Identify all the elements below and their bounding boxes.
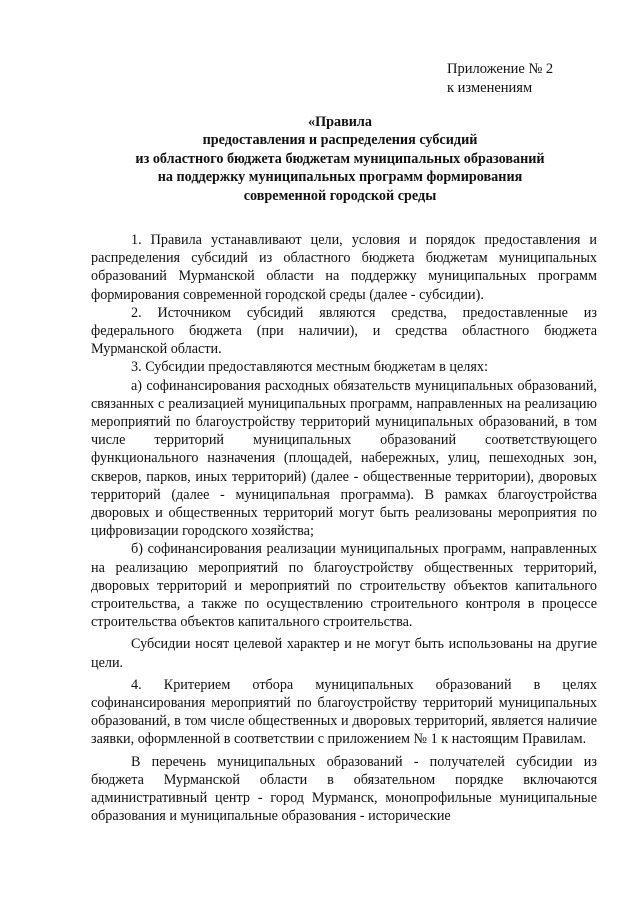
title-line: предоставления и распределения субсидий xyxy=(202,132,478,149)
paragraph-2: 2. Источником субсидий являются средства, предоставленные из федерального бюджета (при наличии), и средства областного бюджета Мурманской области. xyxy=(91,304,597,358)
appendix-reference: к изменениям xyxy=(447,80,533,96)
appendix-number: Приложение № 2 xyxy=(447,61,554,77)
appendix-note xyxy=(447,60,553,98)
title-line: на поддержку муниципальных программ формирования xyxy=(157,169,523,186)
paragraph-4: 4. Критерием отбора муниципальных образований в целях софинансирования мероприятий по благоустройству территорий муниципальных образований, в том числе общественных и дворовых территорий, является наличие заявки, оформленной в соответствии с приложением № 1 к настоящим Правилам. xyxy=(91,676,597,748)
title-line: из областного бюджета бюджетам муниципальных образований xyxy=(135,150,545,167)
paragraph-3b: б) софинансирования реализации муниципальных программ, направленных на реализацию мероприятий по благоустройству общественных территорий, дворовых территорий и мероприятий по строительству объектов капитального строительства, а также по осуществлению строительного контроля в процессе строительства объектов капитального строительства. xyxy=(91,541,597,631)
paragraph-3a: а) софинансирования расходных обязательств муниципальных образований, связанных с реализацией муниципальных программ, направленных на реализацию мероприятий по благоустройству территорий муниципальных образований, в том числе территорий муниципальных образований соответствующего функционального назначения (площадей, набережных, улиц, пешеходных зон, скверов, парков, иных территорий) (далее - общественные территории), дворовых территорий (далее - муниципальная программа). В рамках благоустройства дворовых и общественных территорий могут быть реализованы мероприятия по цифровизации городского хозяйства; xyxy=(91,377,597,540)
paragraph-3: 3. Субсидии предоставляются местным бюджетам в целях: xyxy=(131,359,488,376)
document-body xyxy=(91,231,597,826)
title-line: современной городской среды xyxy=(243,187,437,204)
paragraph-recipients: В перечень муниципальных образований - получателей субсидии из бюджета Мурманской области в обязательном порядке включаются административный центр - город Мурманск, монопрофильные муниципальные образования и муниципальные образования - исторические xyxy=(91,753,597,825)
document-title xyxy=(80,113,600,205)
paragraph-purpose: Субсидии носят целевой характер и не могут быть использованы на другие цели. xyxy=(91,636,597,671)
title-line: «Правила xyxy=(307,114,372,130)
paragraph-1: 1. Правила устанавливают цели, условия и порядок предоставления и распределения субсидий из областного бюджета бюджетам муниципальных образований Мурманской области на поддержку муниципальных программ формирования современной городской среды (далее - субсидии). xyxy=(91,232,597,303)
